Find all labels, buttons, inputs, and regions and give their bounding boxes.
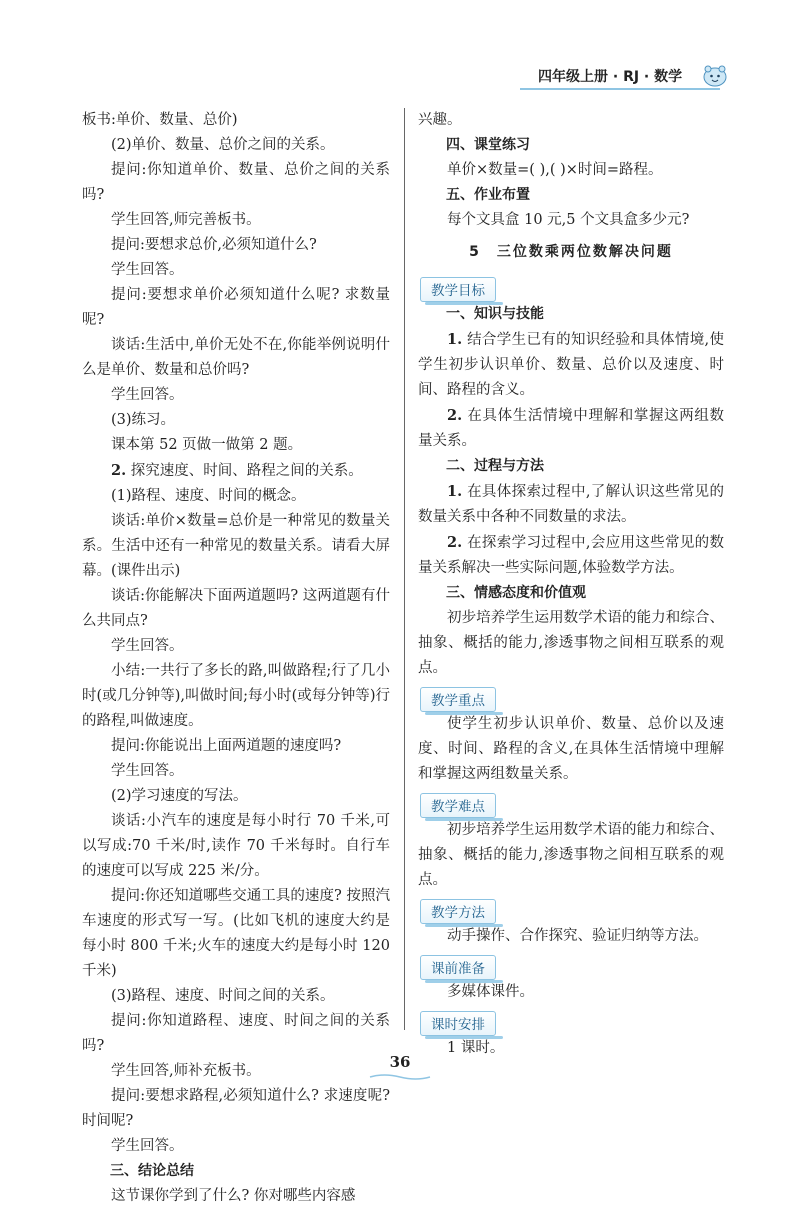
tag-teaching-difficulty: 教学难点 (420, 793, 496, 818)
paragraph-text: 学生回答,师补充板书。 (111, 1063, 261, 1079)
paragraph-text: 初步培养学生运用数学术语的能力和综合、抽象、概括的能力,渗透事物之间相互联系的观点。 (418, 610, 724, 676)
item-number: 1. (447, 483, 463, 500)
paragraph-text: 谈话:小汽车的速度是每小时行 70 千米,可以写成:70 千米/时,读作 70 千米每时。自行车的速度可以写成 225 米/分。 (82, 813, 390, 879)
paragraph-text: 在具体探索过程中,了解认识这些常见的数量关系中各种不同数量的求法。 (418, 484, 724, 525)
paragraph (82, 1134, 390, 1159)
paragraph-text: 三、结论总结 (110, 1163, 194, 1179)
paragraph-text: 学生回答。 (111, 638, 184, 654)
item-number: 2. (447, 534, 463, 551)
tag-teaching-goals: 教学目标 (420, 277, 496, 302)
paragraph (82, 659, 390, 734)
paragraph (418, 479, 724, 530)
paragraph (82, 333, 390, 383)
tag-teaching-method: 教学方法 (420, 899, 496, 924)
lesson-title-text: 三位数乘两位数解决问题 (496, 244, 673, 260)
section-heading (418, 133, 724, 158)
section-heading (82, 1159, 390, 1184)
paragraph-text: 这节课你学到了什么? 你对哪些内容感 (111, 1188, 356, 1204)
tag-schedule: 课时安排 (420, 1011, 496, 1036)
paragraph-text: 兴趣。 (418, 112, 462, 128)
teaching-key-text: 使学生初步认识单价、数量、总价以及速度、时间、路程的含义,在具体生活情境中理解和掌握这两组数量关系。 (418, 716, 724, 782)
paragraph (82, 383, 390, 408)
paragraph-text: 二、过程与方法 (446, 458, 544, 474)
section-heading (418, 183, 724, 208)
paragraph-text: 学生回答。 (111, 1138, 184, 1154)
lesson-number: 5 (469, 244, 481, 260)
paragraph (82, 108, 390, 133)
header-title: 四年级上册 · RJ · 数学 (538, 69, 683, 85)
header-rule (520, 88, 720, 90)
paragraph (82, 1009, 390, 1059)
paragraph-text: 提问:你能说出上面两道题的速度吗? (111, 738, 342, 754)
paragraph-text: 探究速度、时间、路程之间的关系。 (126, 463, 363, 479)
paragraph-text: 学生回答。 (111, 262, 184, 278)
paragraph (418, 403, 724, 454)
paragraph-text: 在具体生活情境中理解和掌握这两组数量关系。 (418, 408, 724, 449)
paragraph (82, 433, 390, 458)
paragraph (82, 984, 390, 1009)
paragraph (82, 158, 390, 208)
paragraph-text: 提问:你知道路程、速度、时间之间的关系吗? (82, 1013, 390, 1054)
paragraph (418, 208, 724, 233)
paragraph-text: 单价×数量=( ),( )×时间=路程。 (447, 162, 663, 178)
section-heading (418, 454, 724, 479)
paragraph (418, 606, 724, 681)
left-column (82, 108, 390, 1209)
paragraph-text: 提问:你知道单价、数量、总价之间的关系吗? (82, 162, 390, 203)
section-heading (418, 302, 724, 327)
teaching-difficulty-text: 初步培养学生运用数学术语的能力和综合、抽象、概括的能力,渗透事物之间相互联系的观点。 (418, 822, 724, 888)
paragraph (82, 634, 390, 659)
paragraph (82, 759, 390, 784)
paragraph-text: 谈话:你能解决下面两道题吗? 这两道题有什么共同点? (82, 588, 390, 629)
right-intro (418, 108, 724, 233)
paragraph-text: 五、作业布置 (446, 187, 530, 203)
paragraph (82, 258, 390, 283)
paragraph (82, 784, 390, 809)
paragraph-text: (2)学习速度的写法。 (111, 788, 248, 804)
paragraph-text: 小结:一共行了多长的路,叫做路程;行了几小时(或几分钟等),叫做时间;每小时(或每分钟等)行的路程,叫做速度。 (82, 663, 390, 729)
paragraph-text: 结合学生已有的知识经验和具体情境,使学生初步认识单价、数量、总价以及速度、时间、路程的含义。 (418, 332, 724, 398)
tag-preparation: 课前准备 (420, 955, 496, 980)
teaching-method-text: 动手操作、合作探究、验证归纳等方法。 (447, 928, 708, 944)
paragraph-text: (2)单价、数量、总价之间的关系。 (111, 137, 335, 153)
paragraph (82, 1184, 390, 1209)
preparation-text: 多媒体课件。 (447, 984, 534, 1000)
paragraph-text: 每个文具盒 10 元,5 个文具盒多少元? (447, 212, 690, 228)
teaching-goals (418, 302, 724, 681)
paragraph (82, 484, 390, 509)
paragraph-text: (3)练习。 (111, 412, 176, 428)
paragraph (418, 108, 724, 133)
paragraph-text: 学生回答,师完善板书。 (111, 212, 261, 228)
paragraph-text: 课本第 52 页做一做第 2 题。 (111, 437, 303, 453)
schedule-text: 1 课时。 (447, 1040, 505, 1056)
paragraph (82, 1059, 390, 1084)
paragraph (82, 509, 390, 584)
paragraph-text: 谈话:生活中,单价无处不在,你能举例说明什么是单价、数量和总价吗? (82, 337, 390, 378)
paragraph (418, 327, 724, 403)
paragraph-text: 谈话:单价×数量=总价是一种常见的数量关系。生活中还有一种常见的数量关系。请看大屏幕。(课件出示) (82, 513, 390, 579)
item-number: 2. (111, 462, 127, 479)
paragraph (418, 158, 724, 183)
running-header (520, 62, 745, 92)
item-number: 2. (447, 407, 463, 424)
paragraph (82, 458, 390, 484)
right-column (418, 108, 724, 1061)
paragraph (82, 1084, 390, 1134)
paragraph-text: 三、情感态度和价值观 (446, 585, 586, 601)
paragraph (82, 809, 390, 884)
item-number: 1. (447, 331, 463, 348)
paragraph-text: (1)路程、速度、时间的概念。 (111, 488, 306, 504)
paragraph (82, 233, 390, 258)
page-number: 36 (389, 1053, 411, 1071)
paragraph-text: 四、课堂练习 (446, 137, 530, 153)
paragraph-text: 提问:要想求单价必须知道什么呢? 求数量呢? (82, 287, 390, 328)
paragraph-text: 学生回答。 (111, 763, 184, 779)
paragraph (82, 283, 390, 333)
paragraph (82, 584, 390, 634)
paragraph (82, 133, 390, 158)
paragraph (82, 408, 390, 433)
section-heading (418, 581, 724, 606)
paragraph-text: 在探索学习过程中,会应用这些常见的数量关系解决一些实际问题,体验数学方法。 (418, 535, 724, 576)
paragraph-text: 提问:你还知道哪些交通工具的速度? 按照汽车速度的形式写一写。(比如飞机的速度大约是每小时 800 千米;火车的速度大约是每小时 120 千米) (82, 888, 390, 979)
paragraph-text: 学生回答。 (111, 387, 184, 403)
paragraph-text: (3)路程、速度、时间之间的关系。 (111, 988, 335, 1004)
paragraph-text: 提问:要想求路程,必须知道什么? 求速度呢? 时间呢? (82, 1088, 390, 1129)
mascot-icon (702, 62, 728, 92)
paragraph (82, 734, 390, 759)
paragraph (418, 530, 724, 581)
page-number-ornament (368, 1073, 432, 1081)
paragraph-text: 提问:要想求总价,必须知道什么? (111, 237, 317, 253)
paragraph (82, 884, 390, 984)
paragraph-text: 板书:单价、数量、总价) (82, 112, 238, 128)
lesson-title (418, 241, 724, 261)
paragraph (82, 208, 390, 233)
paragraph-text: 一、知识与技能 (446, 306, 544, 322)
column-divider (404, 108, 405, 1030)
tag-teaching-key: 教学重点 (420, 687, 496, 712)
